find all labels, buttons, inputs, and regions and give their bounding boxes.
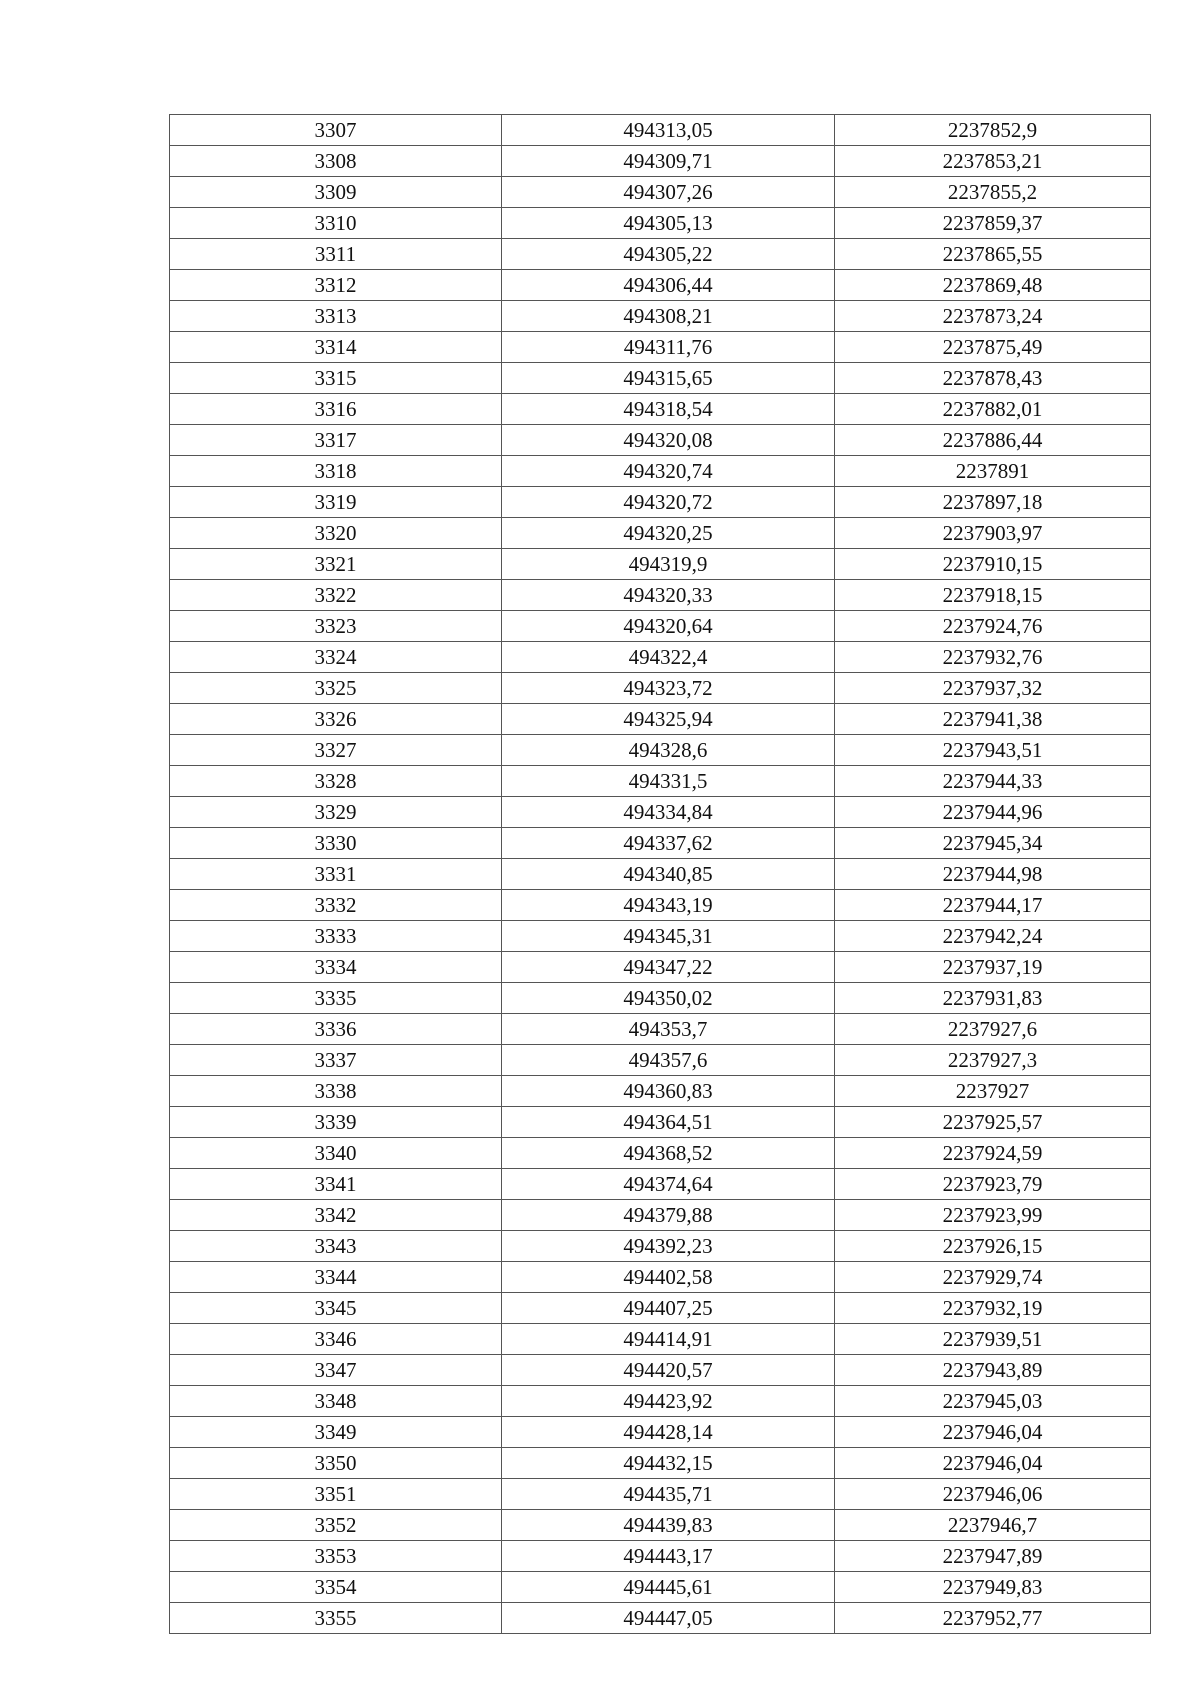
x-coordinate-cell: 494305,22 [502,239,835,270]
y-coordinate-cell: 2237897,18 [835,487,1151,518]
table-row [170,1355,1151,1386]
y-coordinate-cell: 2237924,59 [835,1138,1151,1169]
y-coordinate-cell: 2237944,33 [835,766,1151,797]
table-row [170,1231,1151,1262]
x-coordinate-cell: 494353,7 [502,1014,835,1045]
y-coordinate-cell: 2237910,15 [835,549,1151,580]
table-row [170,1045,1151,1076]
point-number-cell: 3325 [170,673,502,704]
x-coordinate-cell: 494345,31 [502,921,835,952]
x-coordinate-cell: 494309,71 [502,146,835,177]
table-row [170,1386,1151,1417]
y-coordinate-cell: 2237927,3 [835,1045,1151,1076]
table-row [170,642,1151,673]
y-coordinate-cell: 2237946,7 [835,1510,1151,1541]
x-coordinate-cell: 494432,15 [502,1448,835,1479]
y-coordinate-cell: 2237918,15 [835,580,1151,611]
point-number-cell: 3330 [170,828,502,859]
x-coordinate-cell: 494320,25 [502,518,835,549]
point-number-cell: 3355 [170,1603,502,1634]
table-row [170,1200,1151,1231]
point-number-cell: 3343 [170,1231,502,1262]
x-coordinate-cell: 494379,88 [502,1200,835,1231]
point-number-cell: 3321 [170,549,502,580]
x-coordinate-cell: 494364,51 [502,1107,835,1138]
x-coordinate-cell: 494315,65 [502,363,835,394]
x-coordinate-cell: 494350,02 [502,983,835,1014]
x-coordinate-cell: 494439,83 [502,1510,835,1541]
x-coordinate-cell: 494325,94 [502,704,835,735]
x-coordinate-cell: 494328,6 [502,735,835,766]
y-coordinate-cell: 2237932,76 [835,642,1151,673]
table-row [170,1417,1151,1448]
point-number-cell: 3334 [170,952,502,983]
y-coordinate-cell: 2237942,24 [835,921,1151,952]
point-number-cell: 3320 [170,518,502,549]
point-number-cell: 3347 [170,1355,502,1386]
y-coordinate-cell: 2237941,38 [835,704,1151,735]
y-coordinate-cell: 2237903,97 [835,518,1151,549]
table-row [170,270,1151,301]
table-row [170,425,1151,456]
table-row [170,177,1151,208]
y-coordinate-cell: 2237946,04 [835,1417,1151,1448]
x-coordinate-cell: 494347,22 [502,952,835,983]
point-number-cell: 3310 [170,208,502,239]
table-row [170,735,1151,766]
y-coordinate-cell: 2237891 [835,456,1151,487]
y-coordinate-cell: 2237924,76 [835,611,1151,642]
table-row [170,301,1151,332]
point-number-cell: 3316 [170,394,502,425]
x-coordinate-cell: 494331,5 [502,766,835,797]
x-coordinate-cell: 494443,17 [502,1541,835,1572]
coordinates-table [169,114,1151,1634]
x-coordinate-cell: 494428,14 [502,1417,835,1448]
x-coordinate-cell: 494320,72 [502,487,835,518]
x-coordinate-cell: 494340,85 [502,859,835,890]
y-coordinate-cell: 2237925,57 [835,1107,1151,1138]
point-number-cell: 3352 [170,1510,502,1541]
y-coordinate-cell: 2237943,51 [835,735,1151,766]
point-number-cell: 3335 [170,983,502,1014]
y-coordinate-cell: 2237873,24 [835,301,1151,332]
y-coordinate-cell: 2237927,6 [835,1014,1151,1045]
point-number-cell: 3318 [170,456,502,487]
table-row [170,828,1151,859]
point-number-cell: 3345 [170,1293,502,1324]
table-row [170,115,1151,146]
x-coordinate-cell: 494435,71 [502,1479,835,1510]
x-coordinate-cell: 494320,33 [502,580,835,611]
table-row [170,1138,1151,1169]
table-row [170,208,1151,239]
y-coordinate-cell: 2237859,37 [835,208,1151,239]
point-number-cell: 3351 [170,1479,502,1510]
point-number-cell: 3338 [170,1076,502,1107]
table-row [170,921,1151,952]
point-number-cell: 3326 [170,704,502,735]
point-number-cell: 3346 [170,1324,502,1355]
table-row [170,1293,1151,1324]
point-number-cell: 3312 [170,270,502,301]
table-row [170,146,1151,177]
y-coordinate-cell: 2237931,83 [835,983,1151,1014]
table-row [170,1262,1151,1293]
y-coordinate-cell: 2237852,9 [835,115,1151,146]
y-coordinate-cell: 2237875,49 [835,332,1151,363]
x-coordinate-cell: 494402,58 [502,1262,835,1293]
point-number-cell: 3333 [170,921,502,952]
y-coordinate-cell: 2237926,15 [835,1231,1151,1262]
y-coordinate-cell: 2237946,06 [835,1479,1151,1510]
y-coordinate-cell: 2237939,51 [835,1324,1151,1355]
x-coordinate-cell: 494307,26 [502,177,835,208]
point-number-cell: 3353 [170,1541,502,1572]
table-row [170,239,1151,270]
table-row [170,952,1151,983]
y-coordinate-cell: 2237865,55 [835,239,1151,270]
point-number-cell: 3309 [170,177,502,208]
point-number-cell: 3332 [170,890,502,921]
point-number-cell: 3328 [170,766,502,797]
x-coordinate-cell: 494343,19 [502,890,835,921]
x-coordinate-cell: 494311,76 [502,332,835,363]
x-coordinate-cell: 494320,64 [502,611,835,642]
x-coordinate-cell: 494414,91 [502,1324,835,1355]
y-coordinate-cell: 2237944,17 [835,890,1151,921]
x-coordinate-cell: 494374,64 [502,1169,835,1200]
point-number-cell: 3313 [170,301,502,332]
y-coordinate-cell: 2237947,89 [835,1541,1151,1572]
y-coordinate-cell: 2237944,98 [835,859,1151,890]
y-coordinate-cell: 2237886,44 [835,425,1151,456]
point-number-cell: 3311 [170,239,502,270]
table-row [170,1479,1151,1510]
y-coordinate-cell: 2237855,2 [835,177,1151,208]
x-coordinate-cell: 494447,05 [502,1603,835,1634]
y-coordinate-cell: 2237945,03 [835,1386,1151,1417]
point-number-cell: 3319 [170,487,502,518]
x-coordinate-cell: 494313,05 [502,115,835,146]
point-number-cell: 3337 [170,1045,502,1076]
point-number-cell: 3340 [170,1138,502,1169]
point-number-cell: 3314 [170,332,502,363]
point-number-cell: 3350 [170,1448,502,1479]
table-row [170,1324,1151,1355]
table-row [170,1510,1151,1541]
y-coordinate-cell: 2237937,19 [835,952,1151,983]
y-coordinate-cell: 2237937,32 [835,673,1151,704]
x-coordinate-cell: 494360,83 [502,1076,835,1107]
y-coordinate-cell: 2237952,77 [835,1603,1151,1634]
y-coordinate-cell: 2237946,04 [835,1448,1151,1479]
point-number-cell: 3349 [170,1417,502,1448]
y-coordinate-cell: 2237853,21 [835,146,1151,177]
table-row [170,487,1151,518]
table-row [170,1448,1151,1479]
x-coordinate-cell: 494305,13 [502,208,835,239]
table-row [170,1107,1151,1138]
table-row [170,1541,1151,1572]
point-number-cell: 3323 [170,611,502,642]
y-coordinate-cell: 2237869,48 [835,270,1151,301]
x-coordinate-cell: 494319,9 [502,549,835,580]
y-coordinate-cell: 2237944,96 [835,797,1151,828]
table-row [170,363,1151,394]
point-number-cell: 3308 [170,146,502,177]
x-coordinate-cell: 494420,57 [502,1355,835,1386]
point-number-cell: 3336 [170,1014,502,1045]
x-coordinate-cell: 494423,92 [502,1386,835,1417]
coordinates-table-body [170,115,1151,1634]
table-row [170,890,1151,921]
x-coordinate-cell: 494368,52 [502,1138,835,1169]
point-number-cell: 3339 [170,1107,502,1138]
point-number-cell: 3344 [170,1262,502,1293]
point-number-cell: 3327 [170,735,502,766]
y-coordinate-cell: 2237932,19 [835,1293,1151,1324]
y-coordinate-cell: 2237927 [835,1076,1151,1107]
point-number-cell: 3329 [170,797,502,828]
x-coordinate-cell: 494357,6 [502,1045,835,1076]
table-row [170,766,1151,797]
point-number-cell: 3324 [170,642,502,673]
table-row [170,859,1151,890]
x-coordinate-cell: 494323,72 [502,673,835,704]
point-number-cell: 3322 [170,580,502,611]
x-coordinate-cell: 494322,4 [502,642,835,673]
table-row [170,1076,1151,1107]
y-coordinate-cell: 2237923,99 [835,1200,1151,1231]
point-number-cell: 3348 [170,1386,502,1417]
x-coordinate-cell: 494407,25 [502,1293,835,1324]
point-number-cell: 3307 [170,115,502,146]
point-number-cell: 3317 [170,425,502,456]
y-coordinate-cell: 2237945,34 [835,828,1151,859]
y-coordinate-cell: 2237923,79 [835,1169,1151,1200]
table-row [170,332,1151,363]
table-row [170,394,1151,425]
table-row [170,797,1151,828]
table-row [170,1603,1151,1634]
x-coordinate-cell: 494320,74 [502,456,835,487]
y-coordinate-cell: 2237949,83 [835,1572,1151,1603]
table-row [170,673,1151,704]
table-row [170,1572,1151,1603]
y-coordinate-cell: 2237878,43 [835,363,1151,394]
point-number-cell: 3315 [170,363,502,394]
table-row [170,704,1151,735]
x-coordinate-cell: 494320,08 [502,425,835,456]
x-coordinate-cell: 494445,61 [502,1572,835,1603]
table-row [170,611,1151,642]
y-coordinate-cell: 2237943,89 [835,1355,1151,1386]
point-number-cell: 3331 [170,859,502,890]
table-row [170,580,1151,611]
x-coordinate-cell: 494337,62 [502,828,835,859]
table-row [170,456,1151,487]
y-coordinate-cell: 2237929,74 [835,1262,1151,1293]
table-row [170,983,1151,1014]
table-row [170,1014,1151,1045]
point-number-cell: 3341 [170,1169,502,1200]
table-row [170,549,1151,580]
x-coordinate-cell: 494306,44 [502,270,835,301]
x-coordinate-cell: 494308,21 [502,301,835,332]
x-coordinate-cell: 494334,84 [502,797,835,828]
point-number-cell: 3342 [170,1200,502,1231]
y-coordinate-cell: 2237882,01 [835,394,1151,425]
point-number-cell: 3354 [170,1572,502,1603]
table-row [170,1169,1151,1200]
x-coordinate-cell: 494392,23 [502,1231,835,1262]
x-coordinate-cell: 494318,54 [502,394,835,425]
table-row [170,518,1151,549]
